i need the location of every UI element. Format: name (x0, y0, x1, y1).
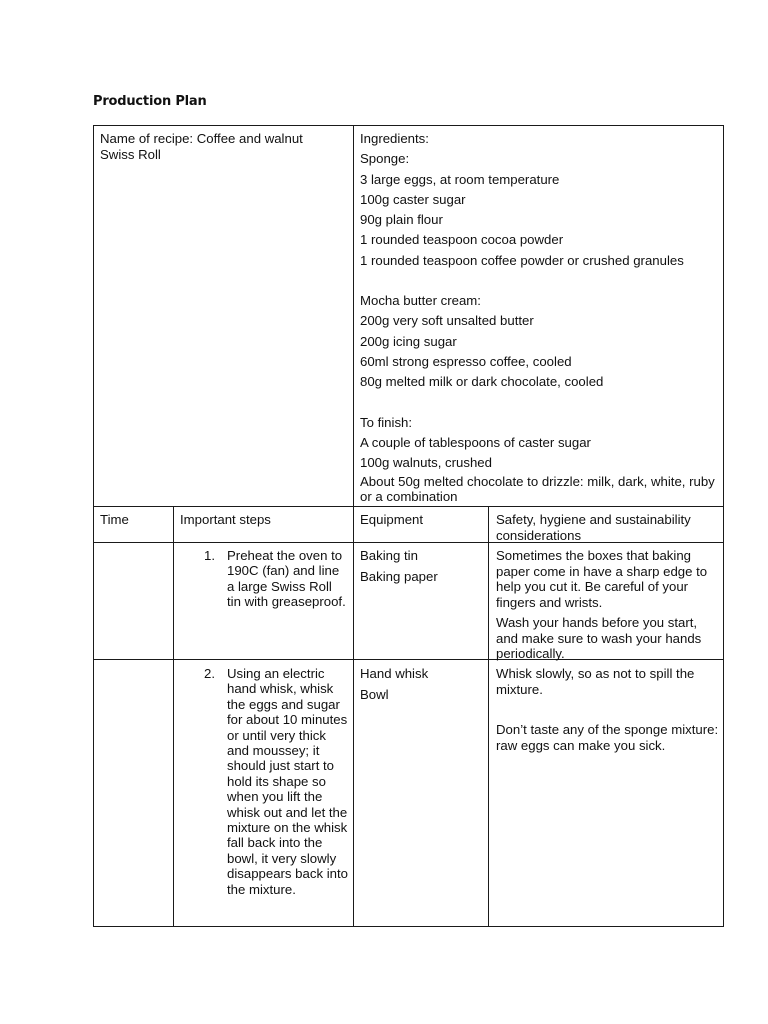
ingredient-item: About 50g melted chocolate to drizzle: milk, dark, white, ruby or a combination (360, 474, 715, 504)
equipment-item: Hand whisk (360, 666, 429, 681)
table-column-divider (173, 506, 174, 927)
row2-safety (496, 666, 720, 753)
step-number: 1. (204, 548, 215, 563)
finish-heading: To finish: (360, 414, 413, 430)
ingredient-item: 100g caster sugar (360, 191, 466, 207)
ingredient-item: 90g plain flour (360, 212, 443, 228)
step-text: Using an electric hand whisk, whisk the eggs and sugar for about 10 minutes or until very thick and moussey; it should just start to hold its shape so when you lift the whisk out and let the mixture on the whisk fall back into the bowl, it very slowly disappears back into the mixture. (227, 666, 348, 897)
ingredient-item: 60ml strong espresso coffee, cooled (360, 353, 572, 369)
ingredient-item: 1 rounded teaspoon cocoa powder (360, 232, 564, 248)
step-text: Preheat the oven to 190C (fan) and line a large Swiss Roll tin with greaseproof. (227, 548, 346, 610)
header-equipment: Equipment (360, 512, 424, 527)
ingredient-item: A couple of tablespoons of caster sugar (360, 434, 591, 450)
header-safety: Safety, hygiene and sustainability considerations (496, 512, 691, 543)
ingredient-item: 80g melted milk or dark chocolate, cooled (360, 374, 604, 390)
table-border-top (93, 125, 724, 126)
table-column-divider (488, 506, 489, 927)
mocha-heading: Mocha butter cream: (360, 293, 481, 309)
safety-note: Sometimes the boxes that baking paper come in have a sharp edge to help you cut it. Be careful of your fingers and wrists. (496, 548, 708, 610)
ingredient-item: 200g very soft unsalted butter (360, 313, 534, 329)
row1-equipment (360, 548, 485, 584)
ingredient-item: 1 rounded teaspoon coffee powder or crushed granules (360, 252, 684, 268)
ingredients-heading: Ingredients: (360, 131, 429, 146)
table-border-right (723, 125, 724, 927)
equipment-item: Baking tin (360, 548, 418, 563)
row1-safety (496, 548, 720, 662)
safety-note: Whisk slowly, so as not to spill the mixture. (496, 666, 695, 697)
ingredient-item: 100g walnuts, crushed (360, 455, 492, 471)
table-border-left (93, 125, 94, 927)
ingredient-item: 200g icing sugar (360, 333, 457, 349)
table-column-divider (353, 125, 354, 927)
table-border-bottom (93, 926, 724, 927)
page-title: Production Plan (93, 94, 207, 109)
ingredient-item: 3 large eggs, at room temperature (360, 171, 560, 187)
safety-note: Wash your hands before you start, and make sure to wash your hands periodically. (496, 615, 702, 661)
recipe-name-cell (100, 131, 340, 162)
equipment-item: Bowl (360, 686, 389, 702)
safety-note: Don’t taste any of the sponge mixture: raw eggs can make you sick. (496, 722, 719, 753)
sponge-heading: Sponge: (360, 151, 410, 167)
step-number: 2. (204, 666, 215, 681)
ingredients-cell (360, 131, 718, 509)
recipe-name: Name of recipe: Coffee and walnut Swiss Roll (100, 131, 303, 162)
row2-equipment (360, 666, 485, 702)
header-important-steps: Important steps (180, 512, 271, 527)
equipment-item: Baking paper (360, 568, 438, 584)
header-time: Time (100, 512, 129, 527)
